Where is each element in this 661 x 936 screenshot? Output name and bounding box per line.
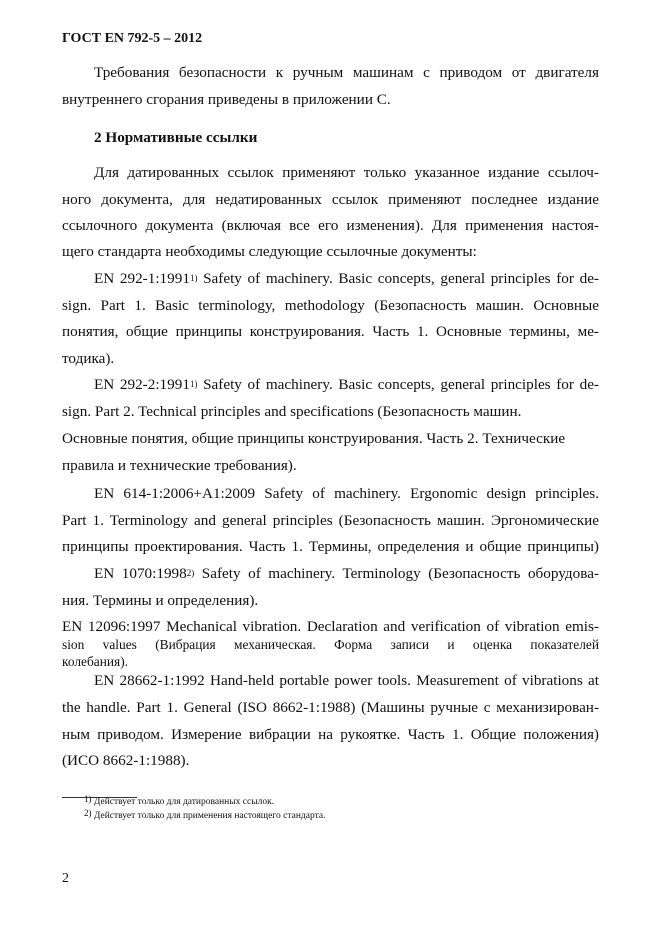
ref4-code: EN 1070:1998: [94, 565, 187, 582]
footnote-1: [84, 794, 275, 807]
ref6-line-4: (ИСО 8662-1:1988).: [62, 752, 190, 769]
footnote-1-mark: 1): [84, 794, 92, 804]
ref2-line-1: [94, 376, 599, 394]
footnote-2-mark: 2): [84, 808, 92, 818]
p2-line-3: ссылочного документа (включая все его изменения). Для применения настоя-: [62, 217, 599, 234]
ref4-line-1-text: Safety of machinery. Terminology (Безопасность оборудова-: [194, 565, 599, 582]
p2-line-1: Для датированных ссылок применяют только указанное издание ссылоч-: [94, 164, 599, 181]
ref2-line-3: Основные понятия, общие принципы конструирования. Часть 2. Технические: [62, 430, 566, 447]
ref3-line-1: EN 614-1:2006+A1:2009 Safety of machinery. Ergonomic design principles.: [94, 485, 599, 502]
ref1-line-3: понятия, общие принципы конструирования. Часть 1. Основные термины, ме-: [62, 323, 599, 340]
ref4-line-1: [94, 565, 599, 583]
ref6-line-3: ным приводом. Измерение вибрации на рукоятке. Часть 1. Общие положения): [62, 726, 599, 743]
footnote-2-text: Действует только для применения настоящего стандарта.: [91, 811, 326, 821]
ref1-line-1-text: Safety of machinery. Basic concepts, general principles for de-: [197, 270, 599, 287]
ref5-line-3: колебания).: [62, 654, 129, 669]
ref3-line-2: Part 1. Terminology and general principles (Безопасность машин. Эргономические: [62, 512, 599, 529]
ref4-footnote-mark: 2): [186, 568, 195, 578]
document-header: ГОСТ EN 792-5 – 2012: [62, 31, 203, 46]
ref6-line-2: the handle. Part 1. General (ISO 8662-1:1988) (Машины ручные с механизирован-: [62, 699, 599, 716]
ref4-line-2: ния. Термины и определения).: [62, 592, 259, 609]
footnote-1-text: Действует только для датированных ссылок.: [91, 797, 275, 807]
ref1-footnote-mark: 1): [189, 273, 198, 283]
page-number: 2: [62, 871, 69, 886]
ref1-line-4: тодика).: [62, 350, 115, 367]
ref1-line-1: [94, 270, 599, 288]
p1-line-2: внутреннего сгорания приведены в приложении С.: [62, 91, 391, 108]
ref6-line-1: EN 28662-1:1992 Hand-held portable power tools. Measurement of vibrations at: [94, 672, 599, 689]
ref2-line-1-text: Safety of machinery. Basic concepts, general principles for de-: [197, 376, 599, 393]
ref5-line-1: EN 12096:1997 Mechanical vibration. Declaration and verification of vibration emis-: [62, 618, 599, 635]
section-title: 2 Нормативные ссылки: [94, 129, 258, 146]
ref2-code: EN 292-2:1991: [94, 376, 190, 393]
ref3-line-3: принципы проектирования. Часть 1. Термины, определения и общие принципы): [62, 538, 599, 555]
ref1-line-2: sign. Part 1. Basic terminology, methodology (Безопасность машин. Основные: [62, 297, 599, 314]
ref1-code: EN 292-1:1991: [94, 270, 190, 287]
p2-line-2: ного документа, для недатированных ссылок применяют последнее издание: [62, 191, 599, 208]
p1-line-1: Требования безопасности к ручным машинам с приводом от двигателя: [94, 64, 599, 81]
p2-line-4: щего стандарта необходимы следующие ссылочные документы:: [62, 243, 477, 260]
ref2-footnote-mark: 1): [189, 379, 198, 389]
ref2-line-2: sign. Part 2. Technical principles and specifications (Безопасность машин.: [62, 403, 522, 420]
ref2-line-4: правила и технические требования).: [62, 457, 297, 474]
footnote-2: [84, 808, 326, 821]
ref5-line-2: sion values (Вибрация механическая. Форма записи и оценка показателей: [62, 637, 599, 652]
